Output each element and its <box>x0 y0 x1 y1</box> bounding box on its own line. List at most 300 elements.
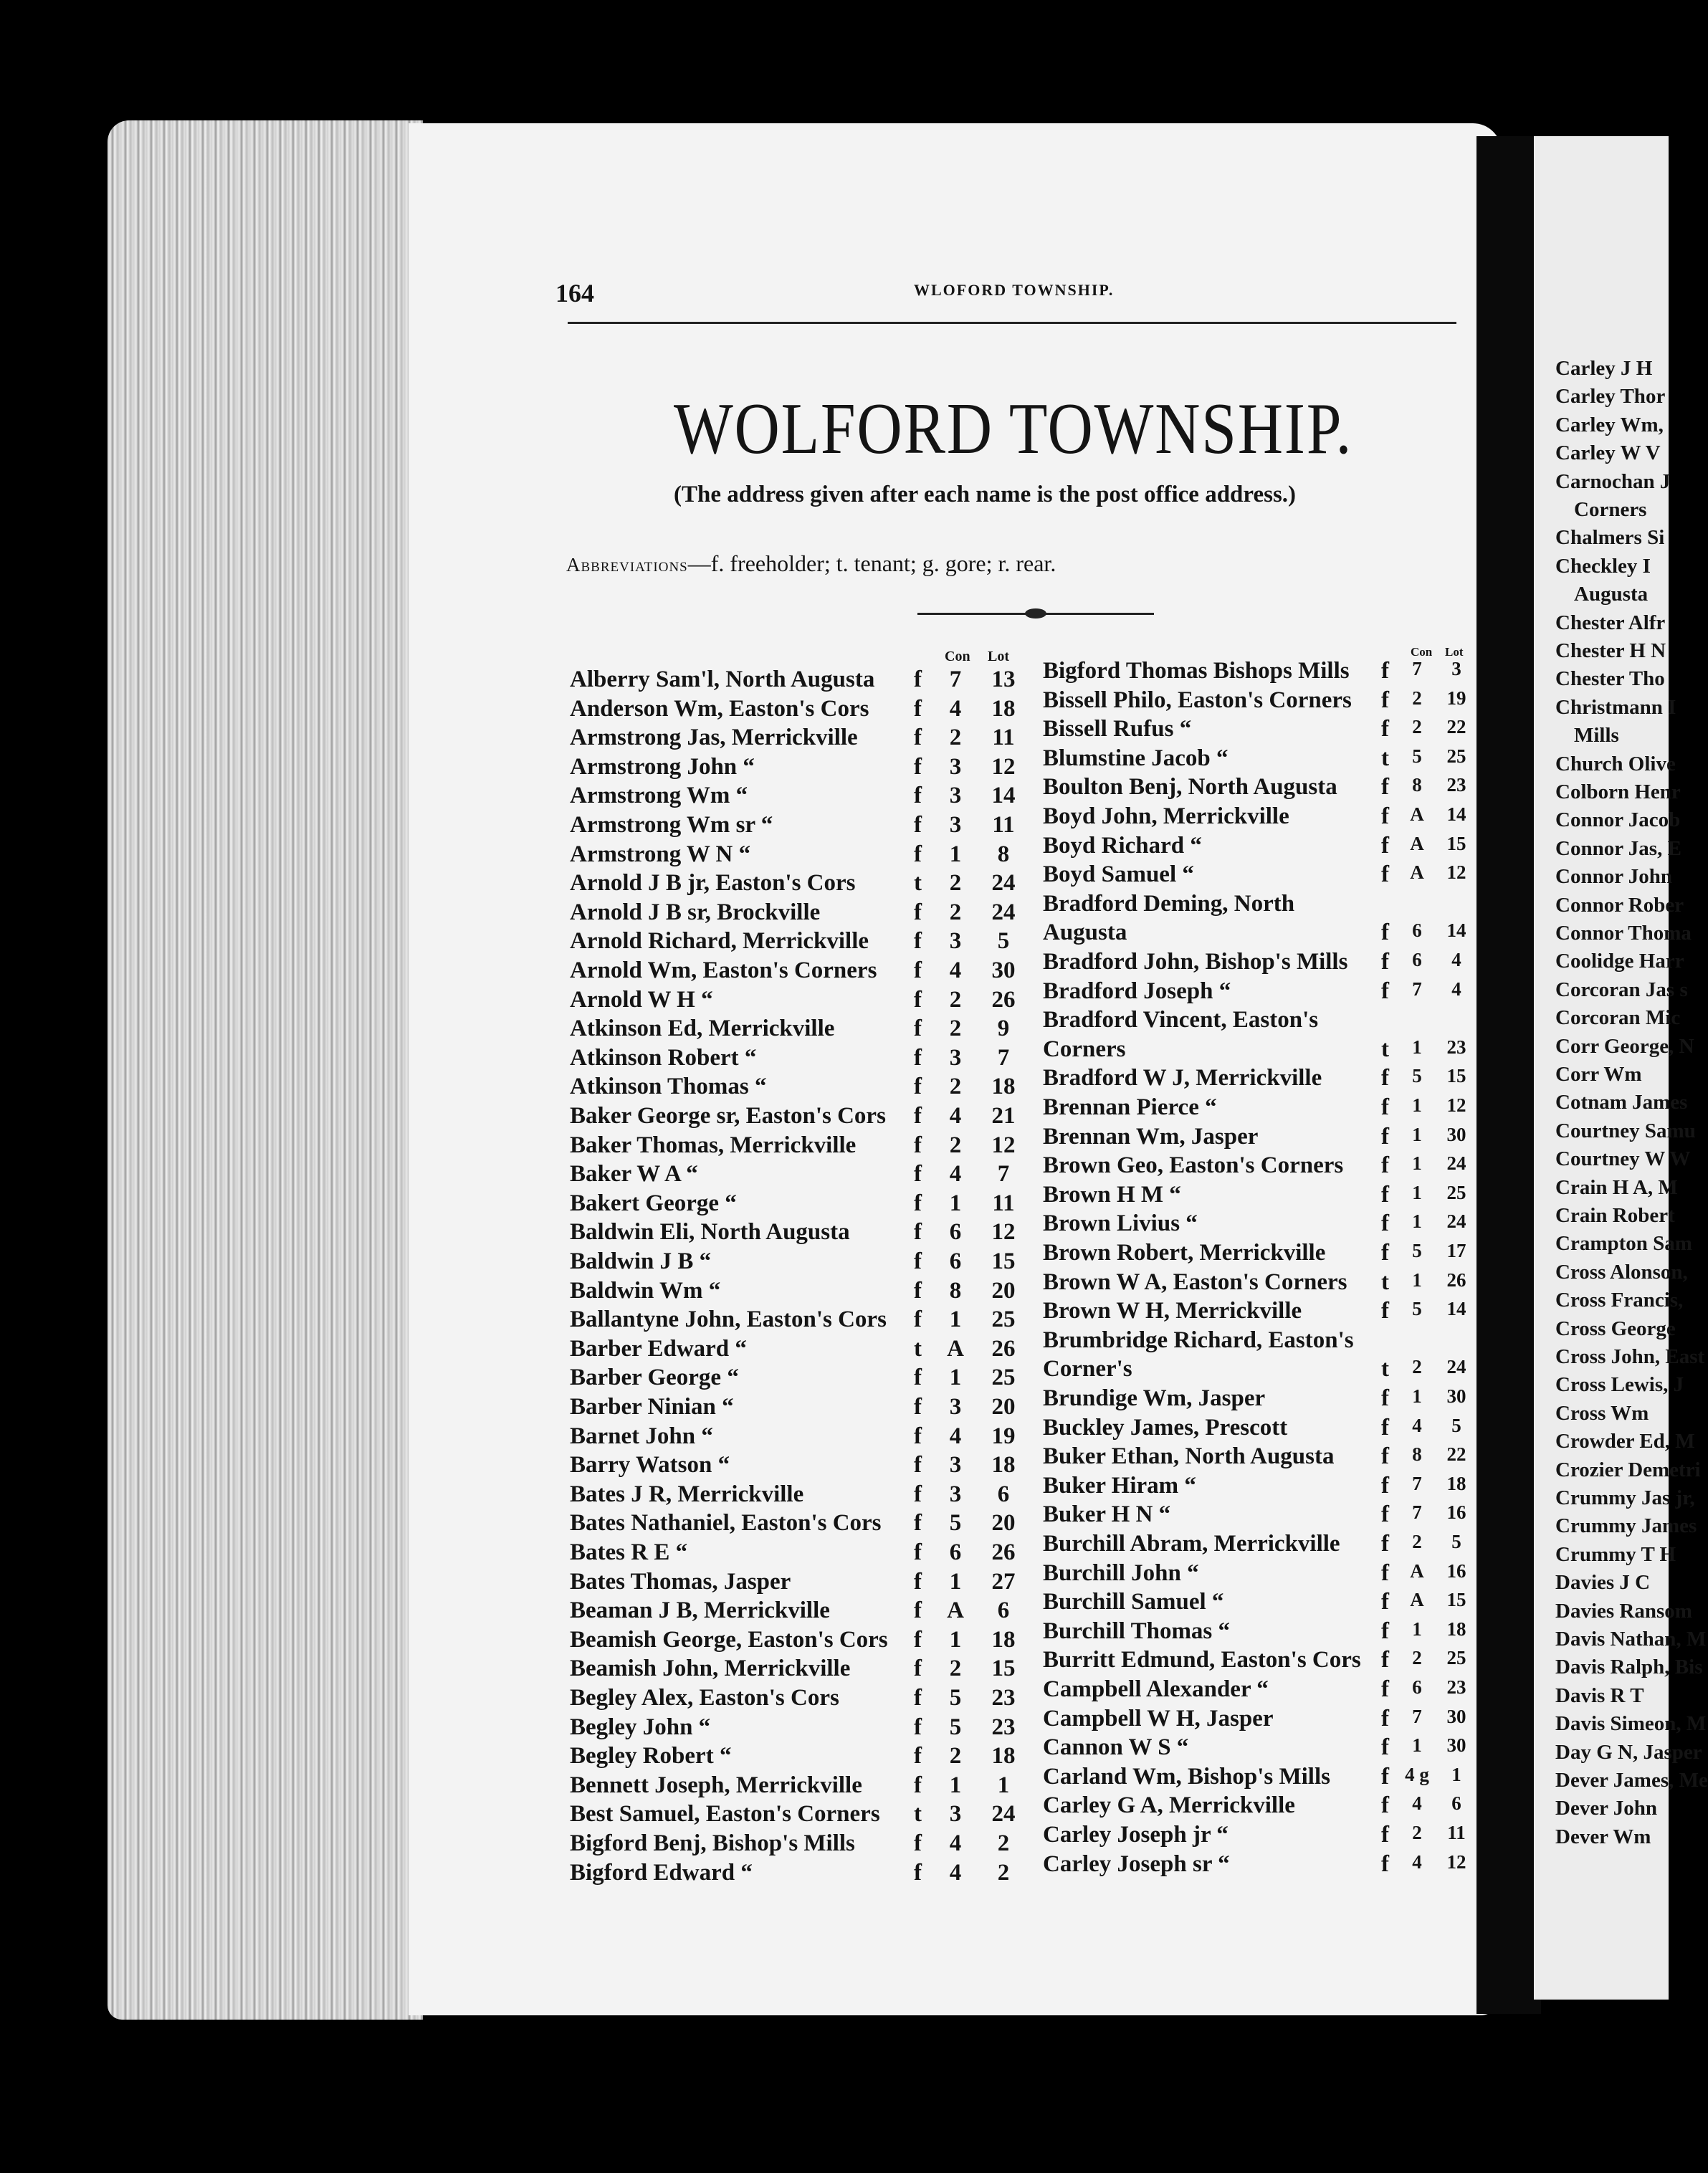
entry-status: f <box>1381 949 1389 975</box>
entry-lot: 24 <box>991 870 1016 897</box>
entry-status: f <box>914 725 922 751</box>
entry-name: Brennan Wm, Jasper <box>1043 1123 1259 1150</box>
facing-page-entry: Cross George <box>1555 1317 1676 1340</box>
facing-page-entry: Cross Alonson, <box>1555 1260 1688 1284</box>
entry-status: f <box>1381 658 1389 684</box>
abbreviations-text: —f. freeholder; t. tenant; g. gore; r. rear. <box>687 550 1056 576</box>
entry-concession: 4 g <box>1405 1763 1429 1785</box>
entry-lot: 30 <box>1446 1385 1466 1407</box>
entry-concession: 3 <box>949 783 962 809</box>
entry-status: f <box>914 1714 922 1740</box>
entry-lot: 16 <box>1446 1501 1466 1524</box>
entry-status: f <box>914 753 922 780</box>
entry-status: f <box>914 1859 922 1886</box>
entry-concession: 1 <box>1412 1094 1422 1116</box>
facing-page-entry: Corr George, N <box>1555 1034 1694 1058</box>
entry-concession: 6 <box>949 1539 962 1565</box>
entry-name: Beamish John, Merrickville <box>570 1656 851 1682</box>
entry-name: Baldwin J B “ <box>570 1248 712 1274</box>
entry-status: f <box>1381 1181 1389 1208</box>
entry-name: Armstrong John “ <box>570 753 755 780</box>
entry-name: Bissell Philo, Easton's Corners <box>1043 687 1352 713</box>
facing-page-entry: Dever John <box>1555 1797 1658 1820</box>
entry-lot: 15 <box>1446 832 1466 854</box>
entry-concession: 1 <box>1412 1152 1422 1175</box>
entry-concession: 2 <box>1412 716 1422 738</box>
facing-page-entry: Coolidge Harr <box>1555 950 1684 973</box>
entry-name: Arnold J B jr, Easton's Cors <box>570 870 856 897</box>
col-header-con-2: Con <box>1411 645 1433 659</box>
entry-lot: 30 <box>1446 1734 1466 1757</box>
header-rule <box>568 322 1456 324</box>
entry-concession: 5 <box>949 1510 962 1537</box>
entry-lot: 18 <box>991 1743 1016 1770</box>
entry-name: Ballantyne John, Easton's Cors <box>570 1307 887 1333</box>
entry-concession: 2 <box>1412 1647 1422 1669</box>
entry-name: Barnet John “ <box>570 1423 713 1449</box>
facing-page-entry: Colborn Henr <box>1555 780 1681 803</box>
entry-concession: 4 <box>1412 1414 1422 1436</box>
entry-concession: 1 <box>1412 1269 1422 1291</box>
entry-status: f <box>914 1539 922 1565</box>
entry-name: Corner's <box>1043 1356 1132 1382</box>
entry-status: f <box>914 1044 922 1071</box>
entry-concession: 6 <box>1412 920 1422 942</box>
entry-concession: A <box>1410 832 1424 854</box>
facing-page-entry: Crain H A, M <box>1555 1175 1678 1199</box>
entry-name: Beamish George, Easton's Cors <box>570 1626 888 1653</box>
entry-status: f <box>914 1307 922 1333</box>
entry-lot: 18 <box>991 1452 1016 1479</box>
entry-lot: 26 <box>991 1539 1016 1565</box>
entry-lot: 25 <box>991 1307 1016 1333</box>
entry-status: f <box>1381 1705 1389 1732</box>
entry-concession: 7 <box>1412 1705 1422 1727</box>
abbreviations-line <box>566 550 1056 577</box>
entry-concession: 1 <box>949 1626 962 1653</box>
entry-name: Corners <box>1043 1036 1126 1062</box>
entry-concession: 1 <box>949 1365 962 1391</box>
entry-lot: 25 <box>1446 1181 1466 1203</box>
entry-lot: 11 <box>992 725 1015 751</box>
facing-page-entry: Chester Tho <box>1555 667 1665 691</box>
entry-concession: 7 <box>1412 1501 1422 1524</box>
entry-name: Bakert George “ <box>570 1190 737 1216</box>
entry-name: Arnold Richard, Merrickville <box>570 928 869 955</box>
facing-page-entry: Crampton Sam <box>1555 1232 1692 1256</box>
entry-name: Brennan Pierce “ <box>1043 1094 1217 1120</box>
facing-page-entry: Crozier Demetri <box>1555 1458 1701 1481</box>
entry-concession: 8 <box>1412 774 1422 796</box>
entry-lot: 11 <box>992 1190 1015 1216</box>
entry-name: Campbell Alexander “ <box>1043 1676 1269 1702</box>
entry-lot: 1 <box>997 1772 1010 1798</box>
entry-status: f <box>1381 1647 1389 1673</box>
facing-page-entry: Connor Thoma <box>1555 922 1692 945</box>
entry-status: f <box>1381 1531 1389 1557</box>
entry-status: f <box>1381 1414 1389 1441</box>
entry-status: f <box>1381 1792 1389 1819</box>
entry-lot: 8 <box>997 841 1010 867</box>
entry-lot: 12 <box>991 1132 1016 1158</box>
entry-name: Burritt Edmund, Easton's Cors <box>1043 1647 1361 1673</box>
entry-status: f <box>914 667 922 692</box>
entry-name: Armstrong Wm sr “ <box>570 812 773 838</box>
entry-lot: 7 <box>997 1161 1010 1188</box>
entry-lot: 15 <box>991 1248 1016 1274</box>
entry-concession: 8 <box>949 1277 962 1304</box>
entry-name: Bradford Joseph “ <box>1043 978 1231 1004</box>
facing-page-entry: Carnochan J <box>1555 469 1671 493</box>
entry-concession: 7 <box>1412 658 1422 679</box>
facing-page-entry: Crummy Jas jr, <box>1555 1486 1695 1509</box>
entry-concession: 4 <box>949 1103 962 1129</box>
entry-lot: 21 <box>991 1103 1016 1129</box>
entry-name: Alberry Sam'l, North Augusta <box>570 667 875 692</box>
entry-concession: 7 <box>1412 978 1422 1000</box>
entry-status: t <box>1381 1269 1389 1295</box>
entry-name: Best Samuel, Easton's Corners <box>570 1801 880 1828</box>
entry-concession: 4 <box>949 1830 962 1856</box>
facing-page-entry: Davies Ransom <box>1555 1599 1692 1623</box>
entry-lot: 13 <box>991 667 1016 692</box>
entry-lot: 5 <box>1451 1414 1461 1436</box>
facing-page-entry: Carley Thor <box>1555 385 1666 409</box>
entry-status: f <box>1381 1560 1389 1586</box>
entry-concession: A <box>947 1597 964 1624</box>
entry-status: f <box>914 1510 922 1537</box>
entry-concession: 3 <box>949 1481 962 1507</box>
facing-page-entry: Carley J H <box>1555 357 1653 380</box>
entry-name: Begley John “ <box>570 1714 711 1740</box>
entry-lot: 3 <box>1451 658 1461 679</box>
entry-concession: 6 <box>949 1248 962 1274</box>
entry-name: Bates R E “ <box>570 1539 688 1565</box>
entry-status: f <box>914 1394 922 1420</box>
facing-page-entry: Mills <box>1574 724 1619 748</box>
entry-name: Boyd Richard “ <box>1043 832 1202 859</box>
entry-name: Burchill Abram, Merrickville <box>1043 1531 1340 1557</box>
entry-status: f <box>914 899 922 925</box>
entry-status: f <box>914 986 922 1013</box>
entry-status: f <box>914 1685 922 1711</box>
entry-status: t <box>914 1801 922 1828</box>
entry-concession: 5 <box>949 1714 962 1740</box>
entry-concession: 2 <box>949 899 962 925</box>
facing-page-entry: Cotnam James <box>1555 1091 1688 1114</box>
entry-lot: 23 <box>1446 1676 1466 1698</box>
entry-concession: 5 <box>949 1685 962 1711</box>
facing-page-entry: Church Olive <box>1555 752 1676 775</box>
facing-page-entry: Chester H N <box>1555 639 1666 662</box>
entry-name: Arnold Wm, Easton's Corners <box>570 957 877 983</box>
entry-concession: 3 <box>949 812 962 838</box>
entry-lot: 26 <box>991 1335 1016 1362</box>
entry-status: f <box>1381 1152 1389 1179</box>
entry-status: f <box>1381 1094 1389 1120</box>
entry-status: f <box>1381 1850 1389 1877</box>
entry-concession: 3 <box>949 1044 962 1071</box>
entry-lot: 27 <box>991 1568 1016 1595</box>
entry-concession: 5 <box>1412 1240 1422 1261</box>
entry-lot: 4 <box>1451 978 1461 1000</box>
entry-concession: 2 <box>949 1743 962 1770</box>
entry-status: t <box>1381 1036 1389 1062</box>
entry-concession: 1 <box>949 1307 962 1333</box>
book-page-edges <box>108 120 423 2020</box>
entry-name: Arnold W H “ <box>570 986 713 1013</box>
entry-name: Baldwin Eli, North Augusta <box>570 1219 850 1246</box>
facing-page-entry: Augusta <box>1574 583 1649 606</box>
entry-name: Brown W H, Merrickville <box>1043 1298 1302 1324</box>
entry-name: Brown Livius “ <box>1043 1210 1198 1237</box>
entry-lot: 18 <box>1446 1618 1466 1640</box>
entry-lot: 5 <box>997 928 1010 955</box>
facing-page <box>1534 136 1708 2000</box>
entry-concession: 6 <box>949 1219 962 1246</box>
entry-concession: 3 <box>949 1394 962 1420</box>
entry-lot: 17 <box>1446 1240 1466 1261</box>
entry-lot: 2 <box>997 1830 1010 1856</box>
entry-lot: 18 <box>991 1074 1016 1100</box>
facing-page-entry: Carley Wm, <box>1555 413 1664 436</box>
entry-concession: 7 <box>949 667 962 692</box>
entry-status: f <box>914 783 922 809</box>
entry-status: f <box>914 1743 922 1770</box>
entry-name: Barber George “ <box>570 1365 739 1391</box>
entry-name: Beaman J B, Merrickville <box>570 1597 830 1624</box>
entry-name: Buker H N “ <box>1043 1501 1171 1528</box>
entry-lot: 24 <box>1446 1356 1466 1378</box>
entry-name: Campbell W H, Jasper <box>1043 1705 1274 1732</box>
entry-name: Boyd Samuel “ <box>1043 861 1194 888</box>
entry-concession: 2 <box>949 870 962 897</box>
entry-concession: 4 <box>949 1161 962 1188</box>
book-gutter <box>1476 136 1541 2014</box>
facing-page-entry: Crummy James <box>1555 1514 1697 1538</box>
facing-page-entry: Courtney Samu <box>1555 1119 1696 1142</box>
facing-page-entry: Day G N, Jasper <box>1555 1740 1702 1764</box>
facing-page-entry: Connor Rober <box>1555 893 1684 917</box>
entry-name: Atkinson Robert “ <box>570 1044 757 1071</box>
entry-name: Burchill John “ <box>1043 1560 1199 1586</box>
facing-page-entry: Chester Alfr <box>1555 611 1666 634</box>
facing-page-entry: Connor Jas, E <box>1555 836 1681 860</box>
entry-lot: 20 <box>991 1277 1016 1304</box>
facing-page-entry: Christmann I <box>1555 695 1676 719</box>
entry-status: f <box>914 1656 922 1682</box>
entry-status: f <box>1381 803 1389 829</box>
facing-page-entry: Connor John <box>1555 865 1673 889</box>
entry-name: Brown W A, Easton's Corners <box>1043 1269 1347 1295</box>
entry-concession: 1 <box>1412 1210 1422 1233</box>
entry-status: f <box>1381 1618 1389 1644</box>
col-header-lot-2: Lot <box>1445 645 1464 659</box>
entry-status: f <box>1381 1676 1389 1702</box>
entry-concession: 1 <box>1412 1618 1422 1640</box>
entry-name: Barber Ninian “ <box>570 1394 734 1420</box>
col-header-lot: Lot <box>988 649 1009 664</box>
entry-concession: 4 <box>949 695 962 722</box>
entry-lot: 5 <box>1451 1531 1461 1552</box>
entry-lot: 25 <box>1446 745 1466 767</box>
facing-page-entry: Courtney W W <box>1555 1147 1691 1171</box>
entry-status: f <box>1381 1589 1389 1615</box>
entry-name: Armstrong Wm “ <box>570 783 748 809</box>
entry-concession: 2 <box>949 1074 962 1100</box>
entry-name: Cannon W S “ <box>1043 1734 1189 1761</box>
entry-status: f <box>1381 1501 1389 1528</box>
entry-status: f <box>914 1365 922 1391</box>
entry-name: Bigford Thomas Bishops Mills <box>1043 658 1350 684</box>
entry-status: t <box>914 870 922 897</box>
entry-lot: 12 <box>1446 861 1466 884</box>
ornament-divider <box>917 613 1154 615</box>
entry-name: Arnold J B sr, Brockville <box>570 899 821 925</box>
entry-status: t <box>1381 745 1389 771</box>
abbreviations-label: Abbreviations <box>566 554 688 576</box>
entry-concession: 3 <box>949 753 962 780</box>
entry-status: f <box>1381 1210 1389 1237</box>
facing-page-entry: Davies J C <box>1555 1571 1651 1595</box>
entry-name: Brundige Wm, Jasper <box>1043 1385 1266 1411</box>
entry-status: f <box>1381 1734 1389 1761</box>
entry-concession: A <box>947 1335 964 1362</box>
entry-name: Boyd John, Merrickville <box>1043 803 1289 829</box>
entry-name: Brown Geo, Easton's Corners <box>1043 1152 1344 1179</box>
entry-name: Baldwin Wm “ <box>570 1277 721 1304</box>
entry-status: f <box>1381 861 1389 888</box>
entry-name: Boulton Benj, North Augusta <box>1043 774 1337 801</box>
entry-lot: 9 <box>997 1016 1010 1042</box>
entry-name: Bradford John, Bishop's Mills <box>1043 949 1348 975</box>
entry-status: f <box>1381 1298 1389 1324</box>
entry-lot: 30 <box>1446 1705 1466 1727</box>
entry-status: f <box>914 1219 922 1246</box>
entry-lot: 15 <box>1446 1589 1466 1611</box>
entry-name: Bennett Joseph, Merrickville <box>570 1772 862 1798</box>
entry-name: Bates Nathaniel, Easton's Cors <box>570 1510 882 1537</box>
entry-name: Begley Robert “ <box>570 1743 732 1770</box>
entry-name: Buker Ethan, North Augusta <box>1043 1443 1335 1470</box>
entry-lot: 19 <box>991 1423 1016 1449</box>
entry-concession: A <box>1410 1589 1424 1611</box>
entry-lot: 15 <box>1446 1065 1466 1087</box>
entry-name: Bradford Vincent, Easton's <box>1043 1007 1319 1033</box>
entry-status: f <box>1381 1240 1389 1266</box>
entry-name: Bates Thomas, Jasper <box>570 1568 791 1595</box>
entry-lot: 22 <box>1446 1443 1466 1466</box>
entry-status: f <box>914 695 922 722</box>
entry-concession: 8 <box>1412 1443 1422 1466</box>
entry-lot: 23 <box>991 1714 1016 1740</box>
entry-status: f <box>914 1568 922 1595</box>
facing-page-entry: Carley W V <box>1555 441 1661 465</box>
entry-concession: 2 <box>949 1656 962 1682</box>
entry-status: f <box>914 1830 922 1856</box>
facing-page-entry: Corr Wm <box>1555 1063 1642 1086</box>
entry-lot: 15 <box>991 1656 1016 1682</box>
entry-status: f <box>1381 1065 1389 1092</box>
entry-name: Brumbridge Richard, Easton's <box>1043 1327 1354 1353</box>
entry-name: Baker George sr, Easton's Cors <box>570 1103 886 1129</box>
entry-status: f <box>1381 1123 1389 1150</box>
entry-status: f <box>1381 1385 1389 1411</box>
facing-page-entry: Davis Nathan, M <box>1555 1628 1707 1651</box>
facing-page-entry: Cross Francis, <box>1555 1289 1684 1312</box>
entry-name: Brown Robert, Merrickville <box>1043 1240 1326 1266</box>
entry-status: f <box>914 928 922 955</box>
entry-name: Begley Alex, Easton's Cors <box>570 1685 839 1711</box>
entry-concession: 1 <box>949 1772 962 1798</box>
entry-status: f <box>1381 832 1389 859</box>
entry-status: t <box>1381 1356 1389 1382</box>
entry-name: Carley G A, Merrickville <box>1043 1792 1295 1819</box>
entry-concession: 6 <box>1412 1676 1422 1698</box>
entry-lot: 30 <box>1446 1123 1466 1145</box>
entry-concession: 2 <box>1412 687 1422 709</box>
entry-lot: 20 <box>991 1510 1016 1537</box>
entry-concession: 5 <box>1412 1065 1422 1087</box>
entry-status: f <box>914 812 922 838</box>
entry-lot: 4 <box>1451 949 1461 970</box>
facing-page-entry: Dever Wm <box>1555 1825 1651 1848</box>
entry-concession: 2 <box>949 725 962 751</box>
entry-lot: 24 <box>991 899 1016 925</box>
entry-lot: 22 <box>1446 716 1466 738</box>
entry-lot: 18 <box>991 1626 1016 1653</box>
entry-concession: 2 <box>1412 1531 1422 1552</box>
entry-status: f <box>914 957 922 983</box>
entry-status: f <box>914 1132 922 1158</box>
entry-name: Bigford Benj, Bishop's Mills <box>570 1830 855 1856</box>
entry-name: Carley Joseph sr “ <box>1043 1850 1230 1877</box>
entry-status: f <box>1381 978 1389 1004</box>
facing-page-entry: Crummy T H <box>1555 1542 1676 1566</box>
entry-lot: 18 <box>1446 1472 1466 1494</box>
entry-name: Barber Edward “ <box>570 1335 747 1362</box>
entry-status: f <box>1381 920 1389 946</box>
entry-status: f <box>914 1103 922 1129</box>
entry-concession: 6 <box>1412 949 1422 970</box>
entry-status: f <box>1381 1443 1389 1470</box>
entry-lot: 7 <box>997 1044 1010 1071</box>
entry-concession: 4 <box>949 1423 962 1449</box>
entry-status: f <box>914 1277 922 1304</box>
entry-lot: 2 <box>997 1859 1010 1886</box>
entry-status: f <box>914 1190 922 1216</box>
entry-lot: 14 <box>991 783 1016 809</box>
entry-name: Atkinson Ed, Merrickville <box>570 1016 835 1042</box>
entry-concession: 2 <box>949 1016 962 1042</box>
facing-page-entry: Crowder Ed, M <box>1555 1430 1695 1453</box>
entry-lot: 24 <box>1446 1210 1466 1233</box>
entry-lot: 24 <box>991 1801 1016 1828</box>
entry-concession: 3 <box>949 1801 962 1828</box>
entry-lot: 14 <box>1446 920 1466 942</box>
entry-lot: 11 <box>1447 1822 1466 1843</box>
entry-concession: 4 <box>949 957 962 983</box>
entry-name: Carland Wm, Bishop's Mills <box>1043 1763 1330 1790</box>
entry-concession: A <box>1410 861 1424 884</box>
col-header-con: Con <box>945 649 970 664</box>
entry-lot: 11 <box>992 812 1015 838</box>
entry-name: Baker W A “ <box>570 1161 698 1188</box>
entry-concession: 1 <box>949 1190 962 1216</box>
entry-status: f <box>914 1423 922 1449</box>
entry-concession: 5 <box>1412 745 1422 767</box>
entry-name: Carley Joseph jr “ <box>1043 1822 1228 1848</box>
